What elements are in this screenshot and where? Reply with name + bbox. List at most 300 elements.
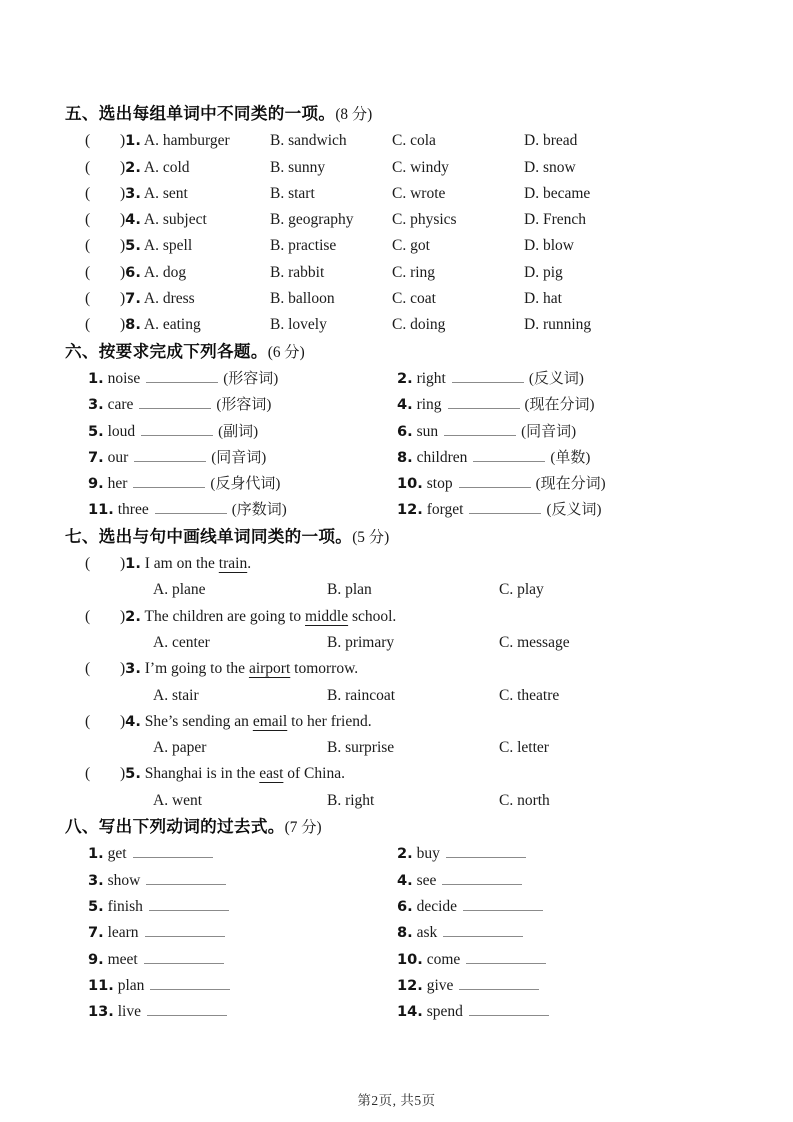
option-label: D. [524,237,540,255]
choice-c [499,577,765,603]
section-five-title: 五、选出每组单词中不同类的一项。 [65,104,336,123]
choice-a [153,683,327,709]
answer-blank [146,882,226,885]
underlined-word: airport [248,660,291,678]
answer-blank [147,1013,227,1016]
item-number: 11. [88,976,114,994]
item-number: 2. [397,845,413,863]
choice-a [120,181,270,207]
item-number: 9. [88,475,104,493]
choice-d [524,286,765,312]
item-number: 8. [125,316,141,334]
choice-c [499,735,765,761]
option-word: practise [288,237,337,255]
sentence-pre: Shanghai is in the [144,765,260,783]
answer-paren-open: ( [85,555,91,573]
option-label: A. [153,739,169,757]
option-label: A. [153,633,169,651]
sentence [120,551,765,577]
answer-paren-close: ) [120,263,126,281]
choice-b [327,683,499,709]
choice-a [120,312,270,338]
transform-row [65,392,765,418]
option-label: B. [270,290,285,308]
choice-a [153,630,327,656]
choice-c [499,788,765,814]
choice-d [524,260,765,286]
option-label: C. [392,158,407,176]
answer-blank [145,934,225,937]
sentence [120,761,765,787]
option-label: D. [524,132,540,150]
answer-blank [139,406,211,409]
verb: finish [107,897,143,915]
item-number: 7. [88,448,104,466]
choice-d [524,181,765,207]
choice-b [327,630,499,656]
given-word: our [107,448,129,466]
transform-row [65,497,765,523]
verb: give [426,976,454,994]
past-tense-row [65,868,765,894]
given-word: ring [416,396,442,414]
transform-row [65,445,765,471]
underlined-word: middle [305,607,349,625]
option-label: B. [327,739,342,757]
sentence-pre: The children are going to [144,607,306,625]
answer-blank [459,485,531,488]
section-six-title: 六、按要求完成下列各题。 [65,341,268,361]
option-row [65,630,765,656]
item-number: 3. [125,184,141,202]
underlined-word: email [252,712,288,730]
option-row [65,788,765,814]
sentence-pre: I am on the [144,555,219,573]
option-word: cola [410,132,436,150]
sentence-question-2 [65,604,765,630]
transform-item [88,392,397,418]
sentence-post: tomorrow. [290,660,359,678]
item-number: 7. [88,924,104,942]
answer-blank [133,485,205,488]
past-tense-item [88,868,397,894]
answer-paren-open: ( [85,184,91,202]
section-six-heading [65,339,765,366]
choice-c [392,181,524,207]
item-number: 2. [125,607,141,625]
item-number: 13. [88,1003,114,1021]
option-word: dog [162,263,187,281]
option-word: right [345,791,375,809]
option-label: D. [524,211,540,229]
option-row [65,577,765,603]
option-word: ring [410,263,436,281]
option-word: stair [171,686,199,704]
item-number: 1. [88,369,104,387]
item-number: 1. [88,845,104,863]
section-eight-score: (7 分) [284,819,322,837]
choice-a [120,286,270,312]
sentence-question-1 [65,551,765,577]
option-label: D. [524,316,540,334]
given-word: noise [107,369,141,387]
choice-c [392,312,524,338]
item-number: 10. [397,950,423,968]
past-tense-item [88,947,397,973]
transform-item [88,497,397,523]
item-number: 2. [397,369,413,387]
answer-blank [146,380,218,383]
item-number: 4. [397,871,413,889]
sentence [120,656,765,682]
item-number: 10. [397,475,423,493]
given-word: sun [416,422,439,440]
item-number: 4. [397,396,413,414]
choice-a [120,128,270,154]
option-label: A. [143,237,159,255]
answer-blank [144,961,224,964]
requirement-note: (现在分词) [524,397,595,414]
item-number: 5. [125,765,141,783]
option-word: bread [542,132,578,150]
option-word: balloon [288,290,335,308]
section-eight-title: 八、写出下列动词的过去式。 [65,817,285,837]
item-number: 6. [397,422,413,440]
item-number: 4. [125,712,141,730]
word-group-row-8 [65,312,765,338]
answer-blank [444,433,516,436]
choice-d [524,128,765,154]
answer-paren-open: ( [85,132,91,150]
choice-b [270,181,392,207]
given-word: right [416,369,446,387]
choice-c [392,286,524,312]
option-word: dress [162,290,195,308]
answer-paren-close: ) [120,158,126,176]
option-row [65,683,765,709]
verb: decide [416,897,458,915]
verb: see [416,871,437,889]
choice-c [392,260,524,286]
option-word: snow [542,158,576,176]
past-tense-row [65,973,765,999]
page-content [65,101,765,1025]
word-group-row-4 [65,207,765,233]
transform-item [397,471,765,497]
item-number: 2. [125,158,141,176]
past-tense-row [65,947,765,973]
answer-paren-open: ( [85,765,91,783]
answer-paren-open: ( [85,237,91,255]
choice-b [270,233,392,259]
option-label: C. [392,263,407,281]
past-tense-item [88,841,397,867]
past-tense-item [397,973,765,999]
option-label: A. [143,184,159,202]
sentence [120,709,765,735]
section-six-score: (6 分) [267,343,305,361]
answer-paren-open: ( [85,316,91,334]
word-group-row-3 [65,181,765,207]
requirement-note: (反义词) [528,370,584,387]
transform-item [397,497,765,523]
option-label: C. [392,184,407,202]
given-word: loud [107,422,136,440]
item-number: 14. [397,1003,423,1021]
verb: plan [117,976,145,994]
answer-blank [473,459,545,462]
answer-paren-open: ( [85,263,91,281]
requirement-note: (形容词) [223,370,279,387]
section-seven-heading [65,524,765,551]
answer-paren-open: ( [85,607,91,625]
transform-item [397,366,765,392]
given-word: care [107,396,134,414]
choice-a [120,233,270,259]
word-group-row-7 [65,286,765,312]
answer-blank [442,882,522,885]
requirement-note: (反义词) [546,502,602,519]
item-number: 12. [397,501,423,519]
answer-blank [463,908,543,911]
option-label: C. [392,237,407,255]
choice-c [499,683,765,709]
answer-paren-open: ( [85,290,91,308]
past-tense-item [397,947,765,973]
requirement-note: (同音词) [211,449,267,466]
option-word: pig [542,263,563,281]
option-label: A. [143,158,159,176]
item-number: 3. [125,660,141,678]
choice-c [499,630,765,656]
option-label: B. [270,184,285,202]
sentence-question-3 [65,656,765,682]
page-number: 第2页, 共5页 [357,1093,436,1108]
option-word: sunny [288,158,326,176]
option-word: start [288,184,315,202]
option-word: sent [162,184,188,202]
option-label: D. [524,290,540,308]
answer-blank [141,433,213,436]
option-label: B. [270,211,285,229]
given-word: forget [426,501,464,519]
option-word: raincoat [345,686,396,704]
option-word: spell [162,237,193,255]
item-number: 5. [88,897,104,915]
answer-blank [469,1013,549,1016]
choice-b [270,260,392,286]
answer-blank [466,961,546,964]
item-number: 6. [397,897,413,915]
underlined-word: east [259,765,284,783]
answer-blank [155,511,227,514]
sentence-post: . [247,555,252,573]
sentence [120,604,765,630]
option-label: C. [499,739,514,757]
sentence-post: school. [348,607,397,625]
option-label: B. [327,581,342,599]
option-label: A. [143,263,159,281]
verb: meet [107,950,138,968]
choice-c [392,128,524,154]
answer-blank [452,380,524,383]
option-word: plane [171,581,206,599]
choice-a [120,260,270,286]
choice-b [327,735,499,761]
item-number: 5. [88,422,104,440]
option-word: wrote [410,184,446,202]
requirement-note: (同音词) [521,423,577,440]
option-label: D. [524,184,540,202]
transform-item [88,445,397,471]
verb: live [117,1003,141,1021]
given-word: children [416,448,468,466]
option-word: sandwich [288,132,347,150]
option-label: B. [270,263,285,281]
choice-b [270,128,392,154]
choice-b [327,788,499,814]
past-tense-item [88,894,397,920]
item-number: 5. [125,237,141,255]
item-number: 8. [397,924,413,942]
option-word: became [542,184,591,202]
requirement-note: (现在分词) [535,476,606,493]
choice-a [153,788,327,814]
option-word: letter [517,739,549,757]
answer-paren-close: ) [120,555,126,573]
option-word: physics [410,211,457,229]
option-word: doing [410,316,446,334]
given-word: her [107,475,128,493]
option-label: A. [153,581,169,599]
choice-b [270,286,392,312]
answer-paren-close: ) [120,316,126,334]
choice-a [153,735,327,761]
transform-item [397,392,765,418]
item-number: 9. [88,950,104,968]
answer-paren-close: ) [120,211,126,229]
past-tense-item [397,868,765,894]
answer-paren-open: ( [85,211,91,229]
option-word: windy [410,158,449,176]
transform-row [65,471,765,497]
option-word: play [517,581,544,599]
past-tense-item [88,920,397,946]
choice-a [120,207,270,233]
choice-b [327,577,499,603]
sentence-pre: She’s sending an [144,712,253,730]
option-label: C. [392,290,407,308]
choice-c [392,207,524,233]
section-five-score: (8 分) [335,106,373,123]
item-number: 1. [125,132,141,150]
requirement-note: (反身代词) [210,476,281,493]
option-label: A. [143,290,159,308]
past-tense-item [397,841,765,867]
answer-blank [459,987,539,990]
answer-paren-close: ) [120,237,126,255]
choice-d [524,155,765,181]
item-number: 12. [397,976,423,994]
answer-paren-open: ( [85,158,91,176]
option-label: C. [499,581,514,599]
sentence-question-5 [65,761,765,787]
transform-row [65,366,765,392]
choice-a [153,577,327,603]
option-label: A. [143,211,159,229]
answer-paren-close: ) [120,765,126,783]
choice-b [270,155,392,181]
underlined-word: train [218,555,248,573]
option-word: hat [542,290,562,308]
option-word: cold [162,158,190,176]
option-word: hamburger [162,132,230,150]
word-group-row-1 [65,128,765,154]
requirement-note: (形容词) [216,397,272,414]
option-word: subject [162,211,207,229]
option-word: got [410,237,430,255]
option-label: A. [153,791,169,809]
word-group-row-6 [65,260,765,286]
choice-d [524,207,765,233]
option-word: plan [345,581,372,599]
answer-paren-close: ) [120,184,126,202]
answer-blank [133,855,213,858]
transform-item [88,471,397,497]
option-word: message [517,633,570,651]
past-tense-row [65,894,765,920]
choice-c [392,233,524,259]
option-word: theatre [517,686,560,704]
option-label: A. [143,132,159,150]
verb: get [107,845,127,863]
answer-blank [448,406,520,409]
section-seven-score: (5 分) [352,528,390,546]
option-label: B. [327,686,342,704]
option-word: coat [410,290,436,308]
section-eight-heading [65,814,765,841]
option-word: north [517,791,550,809]
item-number: 3. [88,871,104,889]
option-word: geography [288,211,354,229]
option-label: B. [327,633,342,651]
option-label: B. [270,237,285,255]
answer-blank [446,855,526,858]
section-seven-title: 七、选出与句中画线单词同类的一项。 [65,526,353,546]
verb: spend [426,1003,463,1021]
option-label: B. [327,791,342,809]
item-number: 8. [397,448,413,466]
option-word: French [542,211,586,229]
item-number: 7. [125,290,141,308]
choice-b [270,312,392,338]
item-number: 6. [125,263,141,281]
option-label: C. [499,686,514,704]
choice-b [270,207,392,233]
option-label: A. [153,686,169,704]
choice-c [392,155,524,181]
word-group-row-5 [65,233,765,259]
sentence-post: to her friend. [287,712,372,730]
verb: buy [416,845,440,863]
item-number: 11. [88,501,114,519]
option-label: B. [270,132,285,150]
requirement-note: (单数) [550,449,591,466]
option-label: B. [270,158,285,176]
option-word: lovely [288,316,327,334]
option-label: C. [499,791,514,809]
transform-item [88,366,397,392]
